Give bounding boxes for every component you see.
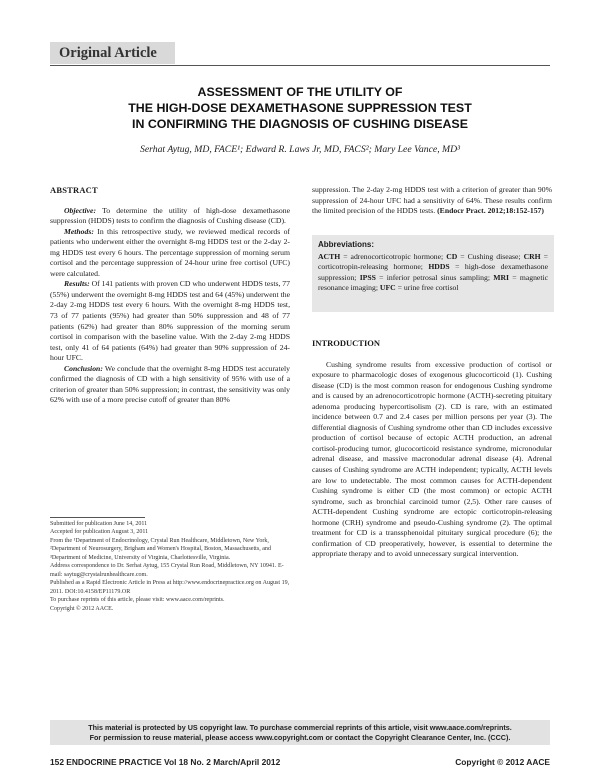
footnote: Published as a Rapid Electronic Article in Press at http://www.endocrinepractice.org on August 19, 2011. DOI:10.4158/EP11179.OR: [50, 580, 290, 595]
footer-copyright: Copyright © 2012 AACE: [455, 757, 550, 767]
section-tab: Original Article: [50, 42, 175, 64]
footnote-rule: [50, 517, 145, 518]
notice-line: This material is protected by US copyright law. To purchase commercial reprints of this article, visit www.aace.com/reprints.: [88, 723, 512, 732]
abbrev-term: CD: [446, 251, 458, 261]
abbrev-def: = urine free cortisol: [395, 283, 459, 293]
conclusion-text: We conclude that the overnight 8-mg HDDS test accurately confirmed the diagnosis of CD with a high sensitivity of 95% with use of a criterion of greater than 50% suppression; in contrast, the sensitivity was only 62% with use of a more precise cutoff of greater than 80%: [50, 363, 290, 405]
abbrev-term: CRH: [523, 251, 541, 261]
results-label: Results:: [64, 279, 90, 289]
objective-text: To determine the utility of high-dose dexamethasone suppression (HDDS) tests to confirm the diagnosis of Cushing disease (CD).: [50, 205, 290, 226]
objective-label: Objective:: [64, 205, 97, 215]
abbrev-term: MRI: [493, 272, 510, 282]
abbrev-def: = Cushing disease;: [457, 251, 524, 261]
abbrev-def: = adrenocorticotropic hormone;: [340, 251, 447, 261]
conclusion-label: Conclusion:: [64, 363, 103, 373]
abstract-column: [50, 185, 290, 406]
author-list: Serhat Aytug, MD, FACE¹; Edward R. Laws Jr, MD, FACS²; Mary Lee Vance, MD³: [139, 144, 461, 155]
abbreviations-box: [312, 235, 554, 312]
page-footer: [50, 757, 550, 769]
title-line: IN CONFIRMING THE DIAGNOSIS OF CUSHING DISEASE: [132, 117, 468, 131]
abstract-heading: ABSTRACT: [50, 185, 98, 195]
introduction-heading: INTRODUCTION: [312, 338, 381, 348]
methods-label: Methods:: [64, 226, 94, 236]
abbreviations-heading: Abbreviations:: [318, 240, 375, 249]
title-line: THE HIGH-DOSE DEXAMETHASONE SUPPRESSION TEST: [128, 101, 472, 115]
abbrev-def: = inferior petrosal sinus sampling;: [375, 272, 494, 282]
abstract-results: [50, 279, 290, 363]
abbrev-def: = corticotropin-releasing hormone;: [318, 251, 548, 272]
journal-citation: (Endocr Pract. 2012;18:152-157): [435, 206, 544, 216]
abstract-continued: [312, 185, 552, 217]
footnote: To purchase reprints of this article, please visit: www.aace.com/reprints.: [50, 597, 225, 604]
abbrev-term: HDDS: [428, 262, 450, 272]
abstract-objective: [50, 206, 290, 227]
title-line: ASSESSMENT OF THE UTILITY OF: [197, 85, 403, 99]
abstract-methods: [50, 227, 290, 280]
header-rule: [50, 65, 550, 66]
abbreviations-list: [318, 252, 548, 294]
abbrev-term: UFC: [379, 283, 396, 293]
abbrev-term: ACTH: [318, 251, 341, 261]
introduction-section: [312, 338, 552, 560]
footnote: Address correspondence to Dr. Serhat Aytug, 155 Crystal Run Road, Middletown, NY 10941. E-mail: saytug@crystalrunhealthcare.com.: [50, 563, 284, 578]
page-journal-info: 152 ENDOCRINE PRACTICE Vol 18 No. 2 March/April 2012: [50, 757, 281, 767]
methods-text: In this retrospective study, we reviewed medical records of patients who underwent either the overnight 8-mg HDDS test or the 2-day 2-mg HDDS test every 6 hours. The percentage suppression of morning serum cortisol and the percentage suppression of 24-hour urine free cortisol (UFC) were calculated.: [50, 226, 290, 278]
footnote: Submitted for publication June 14, 2011: [50, 521, 148, 527]
abstract-continuation: [312, 185, 552, 217]
abbrev-def: = high-dose dexamethasone suppression;: [318, 262, 548, 282]
abstract-conclusion: [50, 364, 290, 406]
continued-text: suppression. The 2-day 2-mg HDDS test with a criterion of greater than 90% suppression of 24-hour UFC had a sensitivity of 64%. These results confirm the limited precision of the HDDS tests.: [312, 185, 552, 216]
copyright-notice: [50, 720, 550, 745]
abbrev-term: IPSS: [359, 272, 376, 282]
notice-line: For permission to reuse material, please access www.copyright.com or contact the Copyright Clearance Center, Inc. (CCC).: [89, 732, 511, 742]
abbrev-def: = magnetic resonance imaging;: [318, 272, 549, 293]
footnote: Copyright © 2012 AACE.: [50, 605, 114, 612]
results-text: Of 141 patients with proven CD who underwent HDDS tests, 77 (55%) underwent the overnight 8-mg HDDS test and 64 (45%) underwent the 2-day 2-mg HDDS test every 6 hours. With the overnight 8-mg HDDS test, 73 of 77 patients (95%) had greater than 50% suppression and 48 of 77 patients (62%) had greater than 80% suppression of the morning serum cortisol in comparison with the baseline value. With the 2-day 2-mg HDDS test, only 41 of 64 patients (64%) had greater than 90% suppression of 24-hour UFC.: [50, 279, 290, 363]
article-title: [60, 84, 540, 132]
footnotes: [50, 520, 290, 613]
introduction-text: Cushing syndrome results from excessive production of cortisol or exposure to pharmacologic doses of exogenous glucocorticoid (1). Cushing disease (CD) is the most common reason for endogenous Cushing syndrome and is caused by an adrenocorticotropic hormone (ACTH)-secreting pituitary adenoma producing hypercortisolism (2). CD is rare, with an estimated incidence between 0.7 and 2.4 cases per million persons per year (3). The differential diagnosis of Cushing syndrome other than CD includes excessive production of cortisol because of ectopic ACTH production, an adrenal cortisol-producing tumor, glucocorticoid resistance syndrome, micronodular adrenal disease, and massive macronodular adrenal disease (4). Adrenal causes of Cushing syndrome are ACTH independent; typically, ACTH levels are low to undetectable. The most common causes for ACTH-dependent Cushing syndrome is either CD (the most common) or ectopic ACTH syndrome, such as bronchial carcinoid tumor (2,5). Other rare causes of ACTH-dependent Cushing syndrome are ectopic corticotropin-releasing hormone (CRH) syndrome and pseudo-Cushing syndrome (2). The optimal treatment for CD is a transsphenoidal pituitary surgical procedure (6); the confirmation of CD preoperatively, however, is essential to determine the appropriate therapy and to avoid unnecessary surgical intervention.: [312, 359, 552, 559]
footnote: Accepted for publication August 3, 2011: [50, 529, 149, 536]
footnote: From the ¹Department of Endocrinology, Crystal Run Healthcare, Middletown, New York, ²Department of Neurosurgery, Brigham and Women's Hospital, Boston, Massachusetts, and ³Department of Medicine, University of Virginia, Charlottesville, Virginia.: [50, 537, 271, 561]
